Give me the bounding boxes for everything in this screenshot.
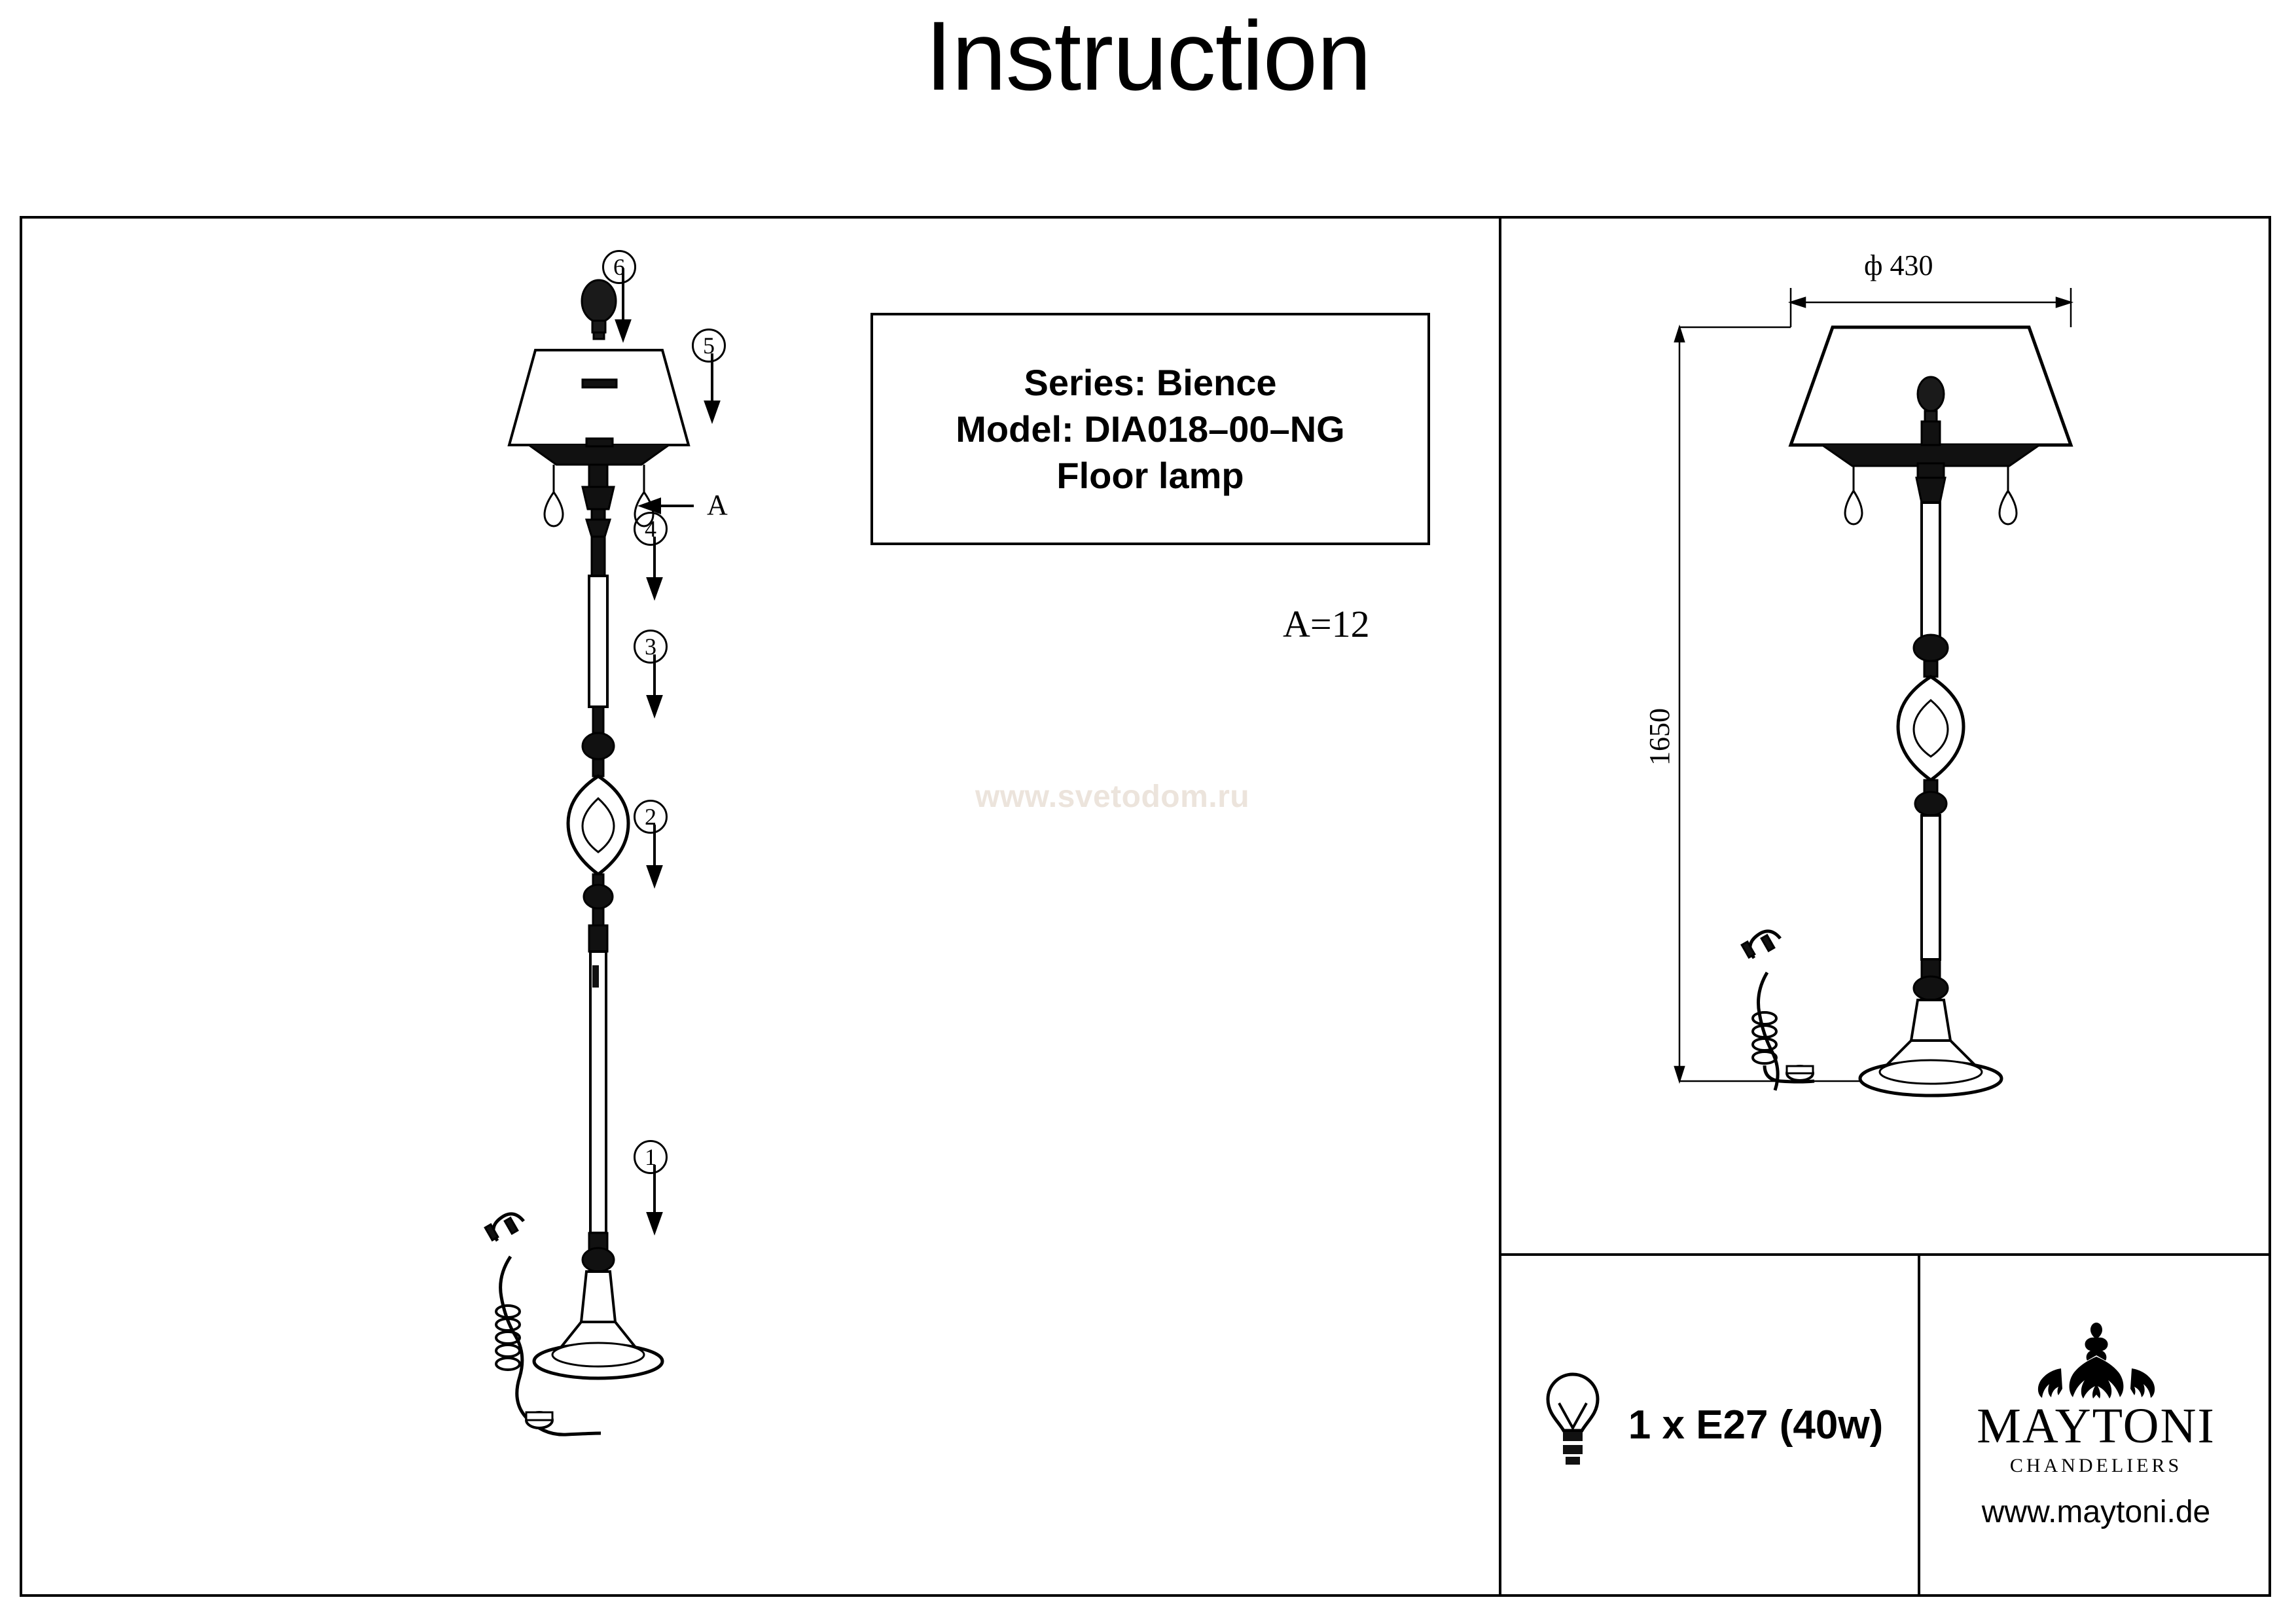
product-info-box <box>870 313 1430 545</box>
page-title: Instruction <box>925 1 1371 111</box>
bulb-part <box>582 280 616 339</box>
ornament-part <box>568 733 628 925</box>
model-label: Model: DIA018–00–NG <box>956 408 1345 450</box>
lower-tube-part <box>589 925 607 1233</box>
stem-outline <box>1898 503 1964 959</box>
upper-tube-part <box>589 537 607 733</box>
height-dimension-label: 1650 <box>1643 708 1676 766</box>
bulb-icon <box>1537 1366 1609 1484</box>
crystal-drop-left <box>545 465 563 526</box>
step-marker-6: 6 <box>602 250 636 284</box>
lamp-exploded-drawing <box>367 249 851 1558</box>
diameter-dimension-label: ф 430 <box>1864 249 1933 281</box>
product-type-label: Floor lamp <box>1056 455 1244 496</box>
base-outline <box>1860 959 2001 1096</box>
exploded-assembly-diagram <box>367 249 851 1558</box>
step-marker-5: 5 <box>692 329 726 363</box>
series-label: Series: Bience <box>1024 362 1277 403</box>
bulb-spec-cell <box>1505 1260 1914 1590</box>
dimension-drawing <box>1558 249 2245 1224</box>
a-dimension-value: A=12 <box>1283 603 1370 645</box>
brand-subtitle: CHANDELIERS <box>2009 1455 2183 1476</box>
bottom-cell-divider <box>1918 1253 1920 1597</box>
brand-website[interactable]: www.maytoni.de <box>1981 1495 2211 1529</box>
step-marker-2: 2 <box>634 800 668 834</box>
brand-name: MAYTONI <box>1977 1399 2215 1454</box>
callout-label-a: A <box>707 489 728 521</box>
bulb-spec-label: 1 x E27 (40w) <box>1628 1402 1884 1448</box>
step-marker-1: 1 <box>634 1140 668 1174</box>
brand-logo-cell <box>1924 1260 2268 1590</box>
power-cord-outline <box>1742 931 1814 1090</box>
maytoni-ornament-icon <box>1998 1320 2195 1399</box>
watermark-text: www.svetodom.ru <box>975 779 1250 814</box>
lamp-base-part <box>534 1233 662 1378</box>
step-marker-3: 3 <box>634 630 668 664</box>
socket-part <box>583 465 614 537</box>
lamp-shade-part <box>509 350 689 465</box>
step-marker-4: 4 <box>634 512 668 546</box>
vertical-divider <box>1499 216 1501 1597</box>
horizontal-divider <box>1499 1253 2271 1256</box>
